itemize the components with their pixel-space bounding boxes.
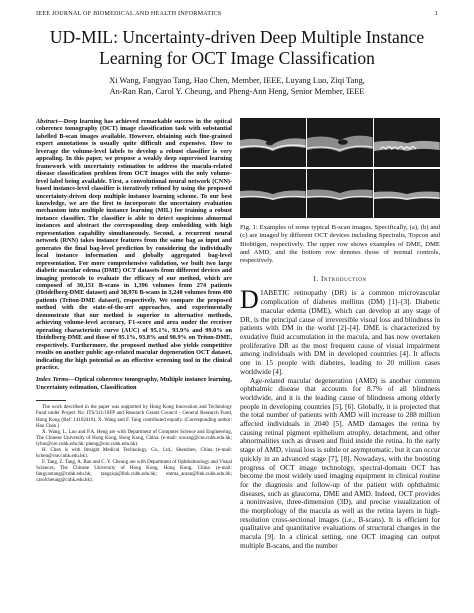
abstract-text: —Deep learning has achieved remarkable success in the optical coherence tomography (OCT) image classification task with substantial labelled B-scan images available. However, obtaining such fine-grained expert annotations is usually quite difficult and expensive. How to leverage the volume-level labels to develop a robust classifier is very appealing. In this paper, we propose a weakly deep supervised learning framework with uncertainty estimation to address the macula-related disease classification problem from OCT images with the only volume-level label being available. First, a convolutional neural network (CNN)-based instance-level classifier is iteratively refined by using the proposed uncertainty-driven deep multiple instance learning scheme. To our best knowledge, we are the first to incorporate the uncertainty evaluation mechanism into multiple instance learning (MIL) for training a robust instance classifier. The classifier is able to detect suspicious abnormal instances and abstract the corresponding deep embedding with high representation capability simultaneously. Second, a recurrent neural network (RNN) takes instance features from the same bag as input and generates the final bag-level prediction by considering the individually local instance information and globally aggregated bag-level representation. For more comprehensive validation, we built two large diabetic macular edema (DME) OCT datasets from different devices and imaging protocols to evaluate the efficacy of our method, which are composed of 30,151 B-scans in 1,396 volumes from 274 patients (Heidelberg-DME dataset) and 38,976 B-scans in 3,248 volumes from 490 patients (Triton-DME dataset), respectively. We compare the proposed method with the state-of-the-art approaches, and experimentally demonstrate that our method is superior to alternative methods, achieving volume-level accuracy, F1-score and area under the receiver operating characteristic curve (AUC) of 95.1%, 93.9% and 99.0% on Heidelberg-DME and those of 95.1%, 93.8% and 98.9% on Triton-DME, respectively. Furthermore, the proposed method also yields competitive results on another public age-related macular degeneration OCT dataset, indicating the high potential as an effective screening tool in the clinical practice. [36, 118, 232, 371]
footnote-funding: The work described in the paper was supported by Hong Kong Innovation and Technology Fund under Project No. ITS/311/18FP and Research Grants Council - General Research Fund, Hong Kong (Ref: 14102418). X. Wang and F. Tang contributed equally. (Corresponding author: Hao Chen.) [36, 404, 232, 429]
bscan-image [240, 118, 306, 167]
index-terms-text: —Optical coherence tomography, Multiple instance learning, Uncertainty estimation, Classification [36, 376, 232, 391]
bscan-image [240, 169, 306, 218]
author-line-2: An-Ran Ran, Carol Y. Cheung, and Pheng-Ann Heng, Senior Member, IEEE [109, 87, 365, 96]
drop-cap: D [240, 285, 259, 315]
footnote-affiliation-ophthalmology: F. Tang, Z. Tang, A. Ran and C. Y. Cheung are with Department of Ophthalmology and Visual Sciences, The Chinese University of Hong Kong, Hong Kong, China. (e-mail: fangyaotang@cuhk.edu.hk; tangziqi@link.cuhk.edu.hk; emma_anran@link.cuhk.edu.hk; carolcheung@cuhk.edu.hk). [36, 459, 232, 484]
section-heading-introduction: I. Introduction [313, 275, 367, 284]
paper-title: UD-MIL: Uncertainty-driven Deep Multiple Instance Learning for OCT Image Classification [49, 27, 425, 68]
intro-paragraph-2: Age-related macular degeneration (AMD) is another common ophthalmic disease that accounts for 8.7% of all blindness worldwide, and it is the leading cause of blindness among elderly people in developing countries [5], [6]. Globally, it is projected that the total number of patients with AMD will increase to 288 million affected individuals in 2040 [5]. AMD damages the retina by causing retinal pigment epithelium atrophy, detachment, and other abnormalities such as drusen and fluid inside the retina. In the early stage of AMD, visual loss is subtle or asymptomatic, but it can occur quickly in an advanced stage [7], [8]. Nowadays, with the boosting progress of OCT image technology, spectral-domain OCT has become the most widely used imaging equipment in clinical routine for the diagnosis and follow-up of the patient with ophthalmic diseases, such as glaucoma, DME and AMD. Indeed, OCT provides a noninvasive, three-dimension (3D), and precise visualization of the morphology of the macula as well as the retina layers in high-resolution cross-sectional images (i.e., B-scans). It is efficient for qualitative and quantitative evaluations of structural changes in the macula [9]. In a clinical setting, one OCT imaging can output multiple B-scans, and the number [240, 376, 440, 550]
bscan-image [307, 169, 373, 218]
abstract [36, 118, 232, 371]
running-header [36, 10, 438, 20]
index-terms-lead: Index Terms [36, 376, 69, 384]
author-line-1: Xi Wang, Fangyao Tang, Hao Chen, Member, IEEE, Luyang Luo, Ziqi Tang, [109, 76, 365, 85]
right-column [240, 118, 440, 551]
left-column [36, 118, 232, 484]
footnote-rule [36, 400, 66, 401]
intro-paragraph-1 [240, 285, 440, 376]
journal-name: IEEE JOURNAL OF BIOMEDICAL AND HEALTH INFORMATICS [36, 10, 222, 17]
figure-oct-examples [240, 118, 440, 218]
bscan-image [307, 118, 373, 167]
figure-caption: Fig. 1: Examples of some typical B-scan images. Specifically, (a), (b) and (c) are imaged by different OCT devices including Spectralis, Topcon and Biobtigen, respectively. The upper row shows examples of DME, DME and AMD, and the bottom row denotes those of normal controls, respectively. [240, 224, 440, 265]
bscan-image [374, 169, 440, 218]
author-list [40, 75, 434, 97]
abstract-lead: Abstract [36, 118, 58, 125]
footnote-affiliation-cse: X. Wang, L. Luo and P.A. Heng are with Department of Computer Science and Engineering, The Chinese University of Hong Kong, Hong Kong, China. (e-mail: xiwang@cse.cuhk.edu.hk; lyluo@cse.cuhk.edu.hk; pheng@cse.cuhk.edu.hk). [36, 428, 232, 447]
introduction-body [240, 285, 440, 550]
footnote-affiliation-imsight: H. Chen is with Imsight Medical Technology, Co., Ltd., Shenzhen, China (e-mail: hchen@cse.cuhk.edu.hk). [36, 446, 232, 460]
page-number: 1 [434, 10, 438, 17]
index-terms [36, 376, 232, 391]
footnotes [36, 404, 232, 483]
intro-paragraph-1-text: IABETIC retinopathy (DR) is a common microvascular complication of diabetes mellitus (DM) [1]–[3]. Diabetic macular edema (DME), which can develop at any stage of DR, is the principal cause of irreversible visual loss and blindness in patients with DM in the world [2]–[4]. DME is characterized by exudative fluid accumulation in the macula, and has now overtaken proliferative DR as the most frequent cause of visual impairment among individuals with DM in developed countries [4]. It affects one in 15 people with diabetes, leading to 20 million cases worldwide [4]. [240, 289, 440, 376]
bscan-image [374, 118, 440, 167]
